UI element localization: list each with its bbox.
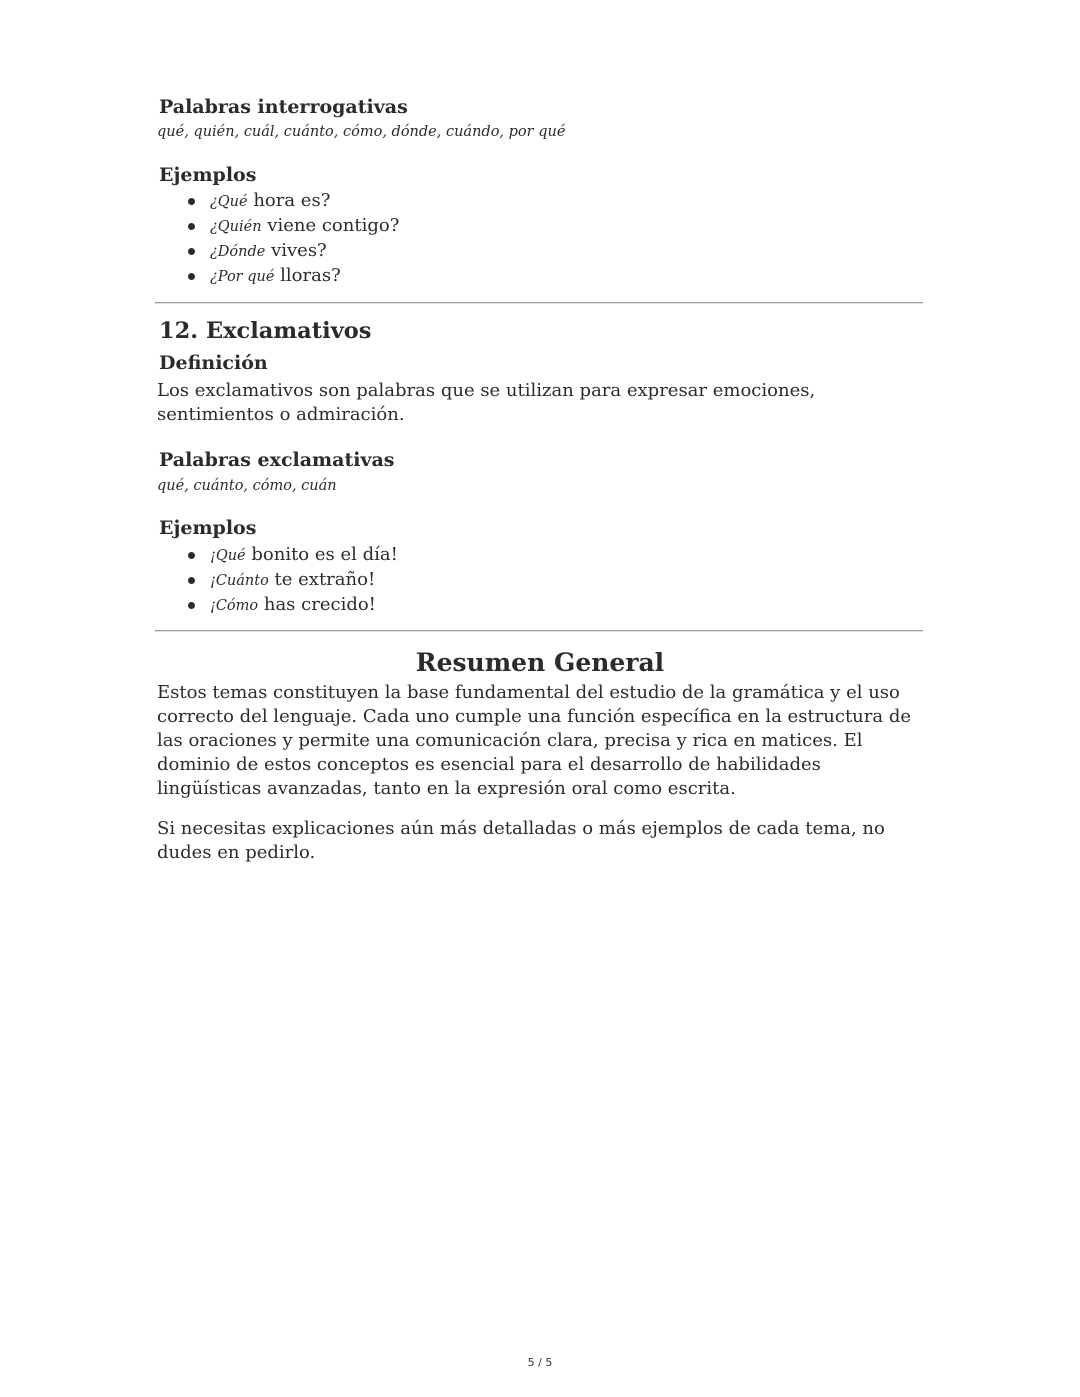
definition-heading: Definición (159, 352, 268, 374)
example-lead: ¿Por qué (210, 269, 275, 285)
list-item (157, 568, 398, 593)
list-item (157, 214, 399, 239)
exclamative-words-list: qué, cuánto, cómo, cuán (157, 478, 337, 494)
example-rest: lloras? (274, 265, 341, 286)
interrogative-words-list: qué, quién, cuál, cuánto, cómo, dónde, cuándo, por qué (157, 124, 566, 140)
bullet-icon (188, 273, 195, 280)
section-divider (155, 630, 923, 632)
bullet-icon (188, 552, 195, 559)
interrogative-examples-list (157, 189, 399, 289)
example-rest: bonito es el día! (245, 544, 398, 565)
example-lead: ¡Cómo (210, 598, 259, 614)
definition-text: Los exclamativos son palabras que se utilizan para expresar emociones, sentimientos o admiración. (157, 380, 816, 425)
exclamative-examples-list (157, 543, 398, 618)
example-lead: ¡Cuánto (210, 573, 269, 589)
list-item (157, 264, 399, 289)
example-lead: ¿Quién (210, 219, 262, 235)
exclamative-words-heading: Palabras exclamativas (159, 449, 395, 471)
example-rest: vives? (265, 240, 327, 261)
summary-paragraph-2: Si necesitas explicaciones aún más detalladas o más ejemplos de cada tema, no dudes en pedirlo. (157, 818, 885, 863)
bullet-icon (188, 577, 195, 584)
exclamativos-title: 12. Exclamativos (159, 318, 372, 344)
interrogative-examples-heading: Ejemplos (159, 164, 257, 186)
list-item (157, 239, 399, 264)
example-lead: ¡Qué (210, 548, 246, 564)
bullet-icon (188, 198, 195, 205)
list-item (157, 543, 398, 568)
page-indicator: 5 / 5 (527, 1356, 553, 1369)
summary-paragraph-1: Estos temas constituyen la base fundamental del estudio de la gramática y el uso correcto del lenguaje. Cada uno cumple una función específica en la estructura de las oraciones y permite una comunicación clara, precisa y rica en matices. El dominio de estos conceptos es esencial para el desarrollo de habilidades lingüísticas avanzadas, tanto en la expresión oral como escrita. (157, 682, 912, 799)
exclamative-examples-heading: Ejemplos (159, 517, 257, 539)
example-rest: hora es? (247, 190, 331, 211)
example-rest: has crecido! (258, 594, 376, 615)
bullet-icon (188, 248, 195, 255)
example-lead: ¿Qué (210, 194, 248, 210)
bullet-icon (188, 223, 195, 230)
example-rest: viene contigo? (261, 215, 400, 236)
list-item (157, 593, 398, 618)
list-item (157, 189, 399, 214)
summary-title: Resumen General (415, 648, 665, 677)
bullet-icon (188, 602, 195, 609)
interrogative-words-heading: Palabras interrogativas (159, 96, 408, 118)
section-divider (155, 302, 923, 304)
example-lead: ¿Dónde (210, 244, 266, 260)
example-rest: te extraño! (268, 569, 376, 590)
